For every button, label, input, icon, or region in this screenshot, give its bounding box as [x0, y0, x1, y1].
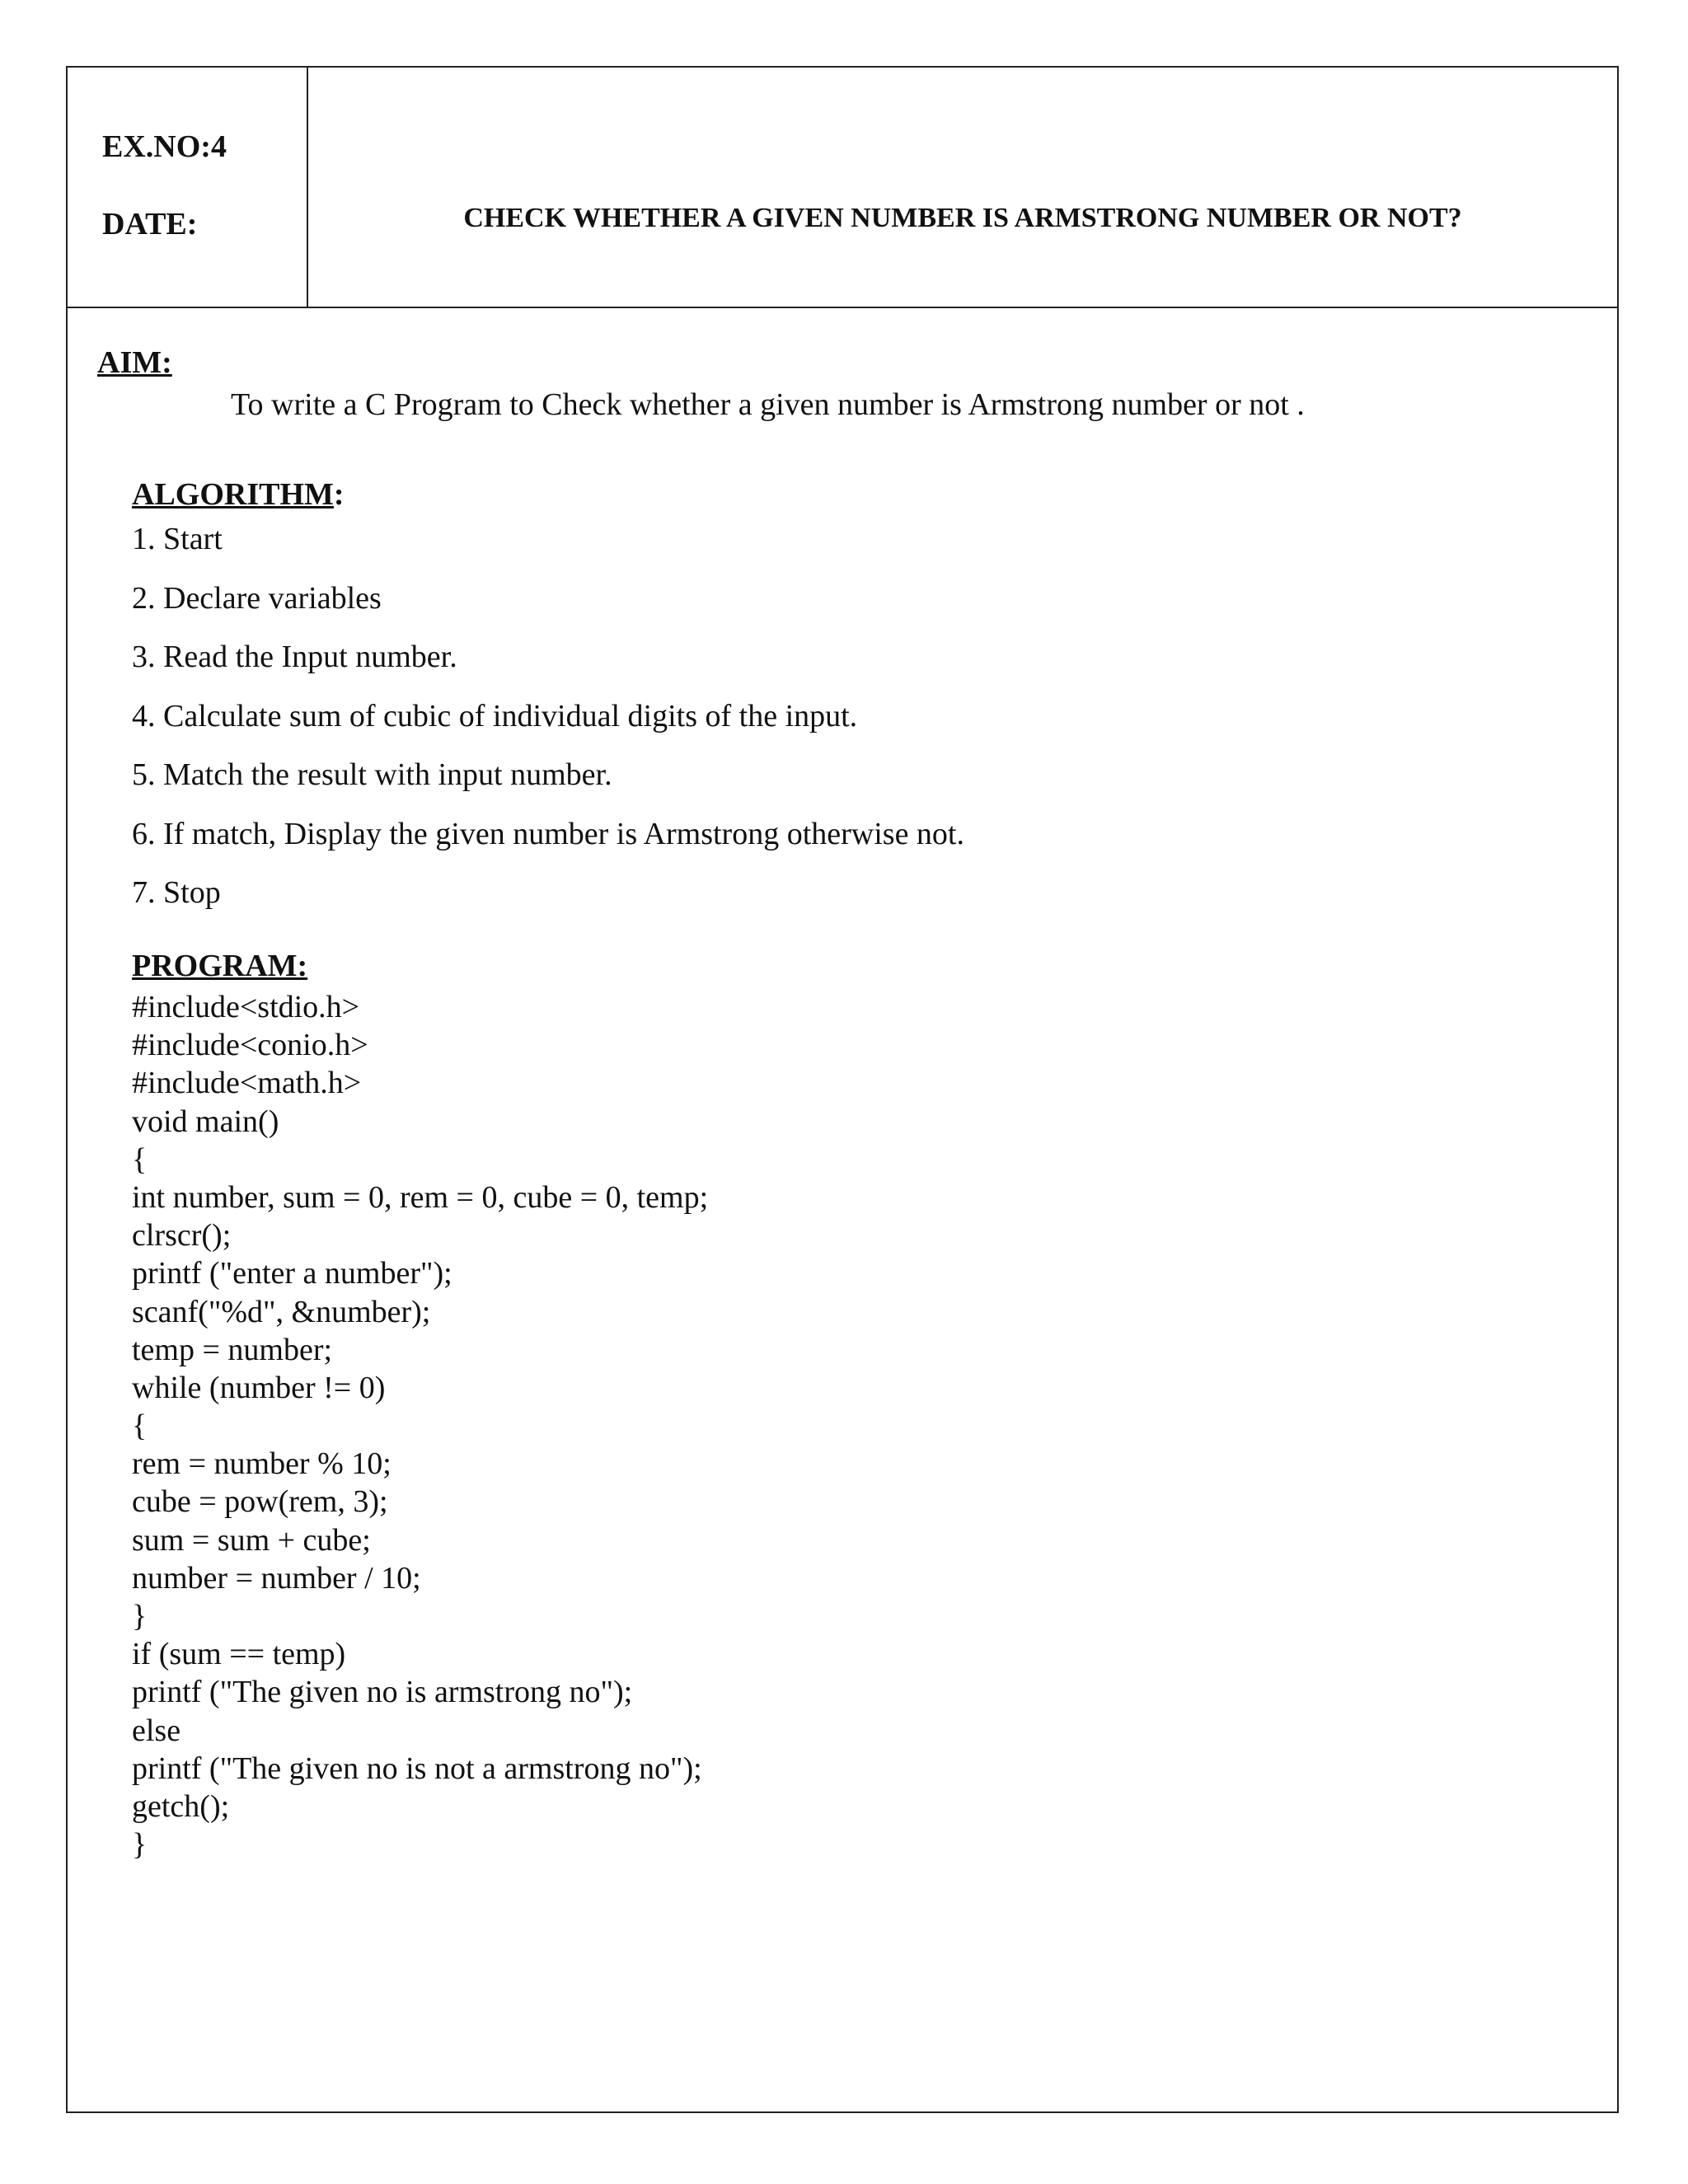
exercise-title: CHECK WHETHER A GIVEN NUMBER IS ARMSTRONG NUMBER OR NOT? — [463, 203, 1462, 233]
algorithm-heading-colon: : — [333, 477, 345, 512]
aim-heading: AIM: — [97, 345, 172, 380]
algorithm-heading-text: ALGORITHM — [132, 477, 334, 512]
code-line: scanf("%d", &number); — [132, 1294, 431, 1329]
algorithm-heading — [132, 476, 345, 513]
algorithm-step: 2. Declare variables — [132, 580, 382, 616]
code-line: temp = number; — [132, 1332, 333, 1367]
code-line: void main() — [132, 1104, 279, 1139]
code-line: } — [132, 1599, 148, 1633]
algorithm-step: 4. Calculate sum of cubic of individual digits of the input. — [132, 698, 858, 733]
code-line: { — [132, 1408, 148, 1444]
code-line: number = number / 10; — [132, 1560, 421, 1596]
algorithm-steps — [132, 521, 964, 934]
code-line: getch(); — [132, 1788, 230, 1824]
program-heading: PROGRAM: — [132, 949, 308, 983]
code-line: #include<conio.h> — [132, 1028, 368, 1063]
code-line: while (number != 0) — [132, 1370, 386, 1405]
code-line: int number, sum = 0, rem = 0, cube = 0, temp; — [132, 1179, 709, 1215]
code-line: if (sum == temp) — [132, 1637, 346, 1672]
code-line: #include<math.h> — [132, 1066, 362, 1101]
algorithm-step: 7. Stop — [132, 875, 221, 910]
document-header — [68, 68, 1617, 308]
code-line: clrscr(); — [132, 1218, 232, 1254]
code-line: printf ("enter a number"); — [132, 1256, 452, 1291]
program-code — [132, 989, 708, 1864]
algorithm-step: 3. Read the Input number. — [132, 640, 457, 674]
code-line: rem = number % 10; — [132, 1446, 392, 1482]
algorithm-step: 5. Match the result with input number. — [132, 757, 612, 792]
code-line: #include<stdio.h> — [132, 990, 360, 1024]
code-line: printf ("The given no is not a armstrong no"); — [132, 1750, 702, 1786]
code-line: printf ("The given no is armstrong no"); — [132, 1675, 633, 1710]
date-label: DATE: — [102, 207, 198, 241]
header-info-cell — [68, 68, 308, 307]
algorithm-step: 6. If match, Display the given number is Armstrong otherwise not. — [132, 816, 964, 851]
aim-text: To write a C Program to Check whether a given number is Armstrong number or not . — [231, 387, 1305, 422]
code-line: cube = pow(rem, 3); — [132, 1484, 388, 1520]
exercise-number: EX.NO:4 — [102, 129, 227, 164]
code-line: sum = sum + cube; — [132, 1522, 371, 1558]
algorithm-step: 1. Start — [132, 522, 223, 556]
code-line: else — [132, 1713, 181, 1748]
code-line: { — [132, 1141, 148, 1177]
code-line: } — [132, 1827, 148, 1863]
